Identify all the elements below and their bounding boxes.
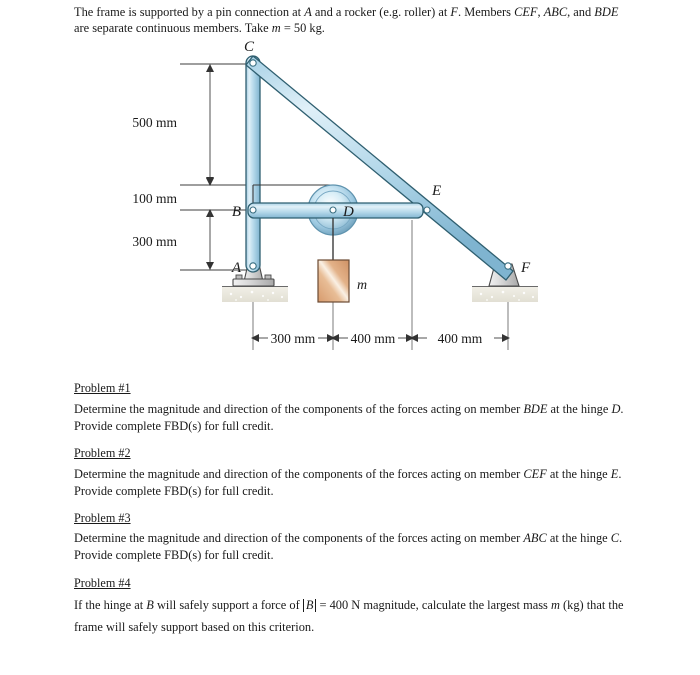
dim-label-h-300mm: 300 mm xyxy=(270,331,316,346)
intro-label-F: F xyxy=(450,5,458,19)
p2-hinge: E xyxy=(610,466,619,481)
problem-3 xyxy=(74,511,634,565)
label-joint-B: B xyxy=(231,204,241,220)
problem-3-body xyxy=(74,530,634,564)
frame-figure xyxy=(0,38,700,383)
p3-text-c: . Provide complete FBD(s) for full credit. xyxy=(74,531,623,563)
intro-sep-1: , xyxy=(537,5,544,19)
p1-hinge: D xyxy=(611,401,621,416)
problem-4-body xyxy=(74,595,634,638)
p1-member: BDE xyxy=(523,401,548,416)
problem-list xyxy=(74,381,634,650)
p2-text-c: . Provide complete FBD(s) for full credit. xyxy=(74,466,622,498)
vertical-dimension-group xyxy=(180,64,250,270)
intro-text-1: The frame is supported by a pin connection at xyxy=(74,5,305,19)
p3-text-a: Determine the magnitude and direction of the components of the forces acting on member xyxy=(74,531,524,546)
intro-member-cef: CEF xyxy=(514,5,538,19)
intro-sep-2: , and xyxy=(567,5,595,19)
hinge-pin-E xyxy=(424,207,430,213)
hinge-pin-A xyxy=(250,263,256,269)
p1-text-a: Determine the magnitude and direction of the components of the forces acting on member xyxy=(74,401,524,416)
hinge-pin-C xyxy=(250,60,256,66)
p4-text-d: (kg) that the frame will safely support based on this criterion. xyxy=(74,598,624,634)
p3-hinge: C xyxy=(610,531,620,546)
problem-4-heading: Problem #4 xyxy=(74,575,131,590)
member-ABC xyxy=(246,56,260,272)
intro-text-2: and a rocker (e.g. roller) at xyxy=(311,5,451,19)
problem-2 xyxy=(74,446,634,500)
ground-patch-F xyxy=(472,286,538,302)
label-mass-m: m xyxy=(357,278,368,293)
dim-label-300mm: 300 mm xyxy=(132,234,177,249)
dim-label-100mm: 100 mm xyxy=(132,191,177,206)
intro-text-3: . Members xyxy=(458,5,515,19)
member-CEF xyxy=(246,56,513,280)
p3-member: ABC xyxy=(523,531,547,546)
intro-mass-value: = 50 kg. xyxy=(280,21,325,36)
p2-text-b: at the hinge xyxy=(546,466,611,481)
label-joint-D: D xyxy=(343,204,354,220)
label-joint-C: C xyxy=(243,39,255,55)
problem-2-body xyxy=(74,466,634,500)
p2-member: CEF xyxy=(523,466,547,481)
hinge-pin-D xyxy=(330,207,336,213)
p2-text-a: Determine the magnitude and direction of the components of the forces acting on member xyxy=(74,466,524,481)
p1-text-c: . Provide complete FBD(s) for full credit. xyxy=(74,401,624,433)
problem-4 xyxy=(74,576,634,639)
p1-text-b: at the hinge xyxy=(547,401,612,416)
intro-symbol-m: m xyxy=(271,21,281,36)
intro-member-abc: ABC xyxy=(543,5,568,19)
dim-label-h-400mm-1: 400 mm xyxy=(350,331,396,346)
problem-1-heading: Problem #1 xyxy=(74,381,131,395)
problem-3-heading: Problem #3 xyxy=(74,510,131,525)
p3-text-b: at the hinge xyxy=(546,531,611,546)
p4-text-c: = 400 N magnitude, calculate the largest mass xyxy=(316,598,551,613)
intro-paragraph xyxy=(74,4,630,37)
p4-text-b: will safely support a force of xyxy=(153,598,303,613)
p4-text-a: If the hinge at xyxy=(74,598,147,613)
label-joint-E: E xyxy=(432,183,442,199)
dim-label-h-400mm-2: 400 mm xyxy=(437,331,483,346)
hinge-pin-B xyxy=(250,207,256,213)
problem-1-body xyxy=(74,401,634,435)
intro-label-A: A xyxy=(304,5,312,19)
label-joint-F: F xyxy=(521,260,531,276)
ground-patch-A xyxy=(222,286,288,302)
p4-hinge: B xyxy=(146,598,154,613)
hinge-pin-F xyxy=(505,263,511,269)
p4-mass-symbol: m xyxy=(550,598,560,613)
dim-label-500mm: 500 mm xyxy=(132,115,177,130)
problem-2-heading: Problem #2 xyxy=(74,445,131,460)
intro-text-4: are separate continuous members. Take xyxy=(74,21,272,36)
label-joint-A: A xyxy=(231,260,241,276)
mass-block xyxy=(318,260,349,302)
intro-member-bde: BDE xyxy=(594,5,619,19)
p4-abs-magnitude: B xyxy=(303,599,317,612)
problem-1 xyxy=(74,381,634,435)
